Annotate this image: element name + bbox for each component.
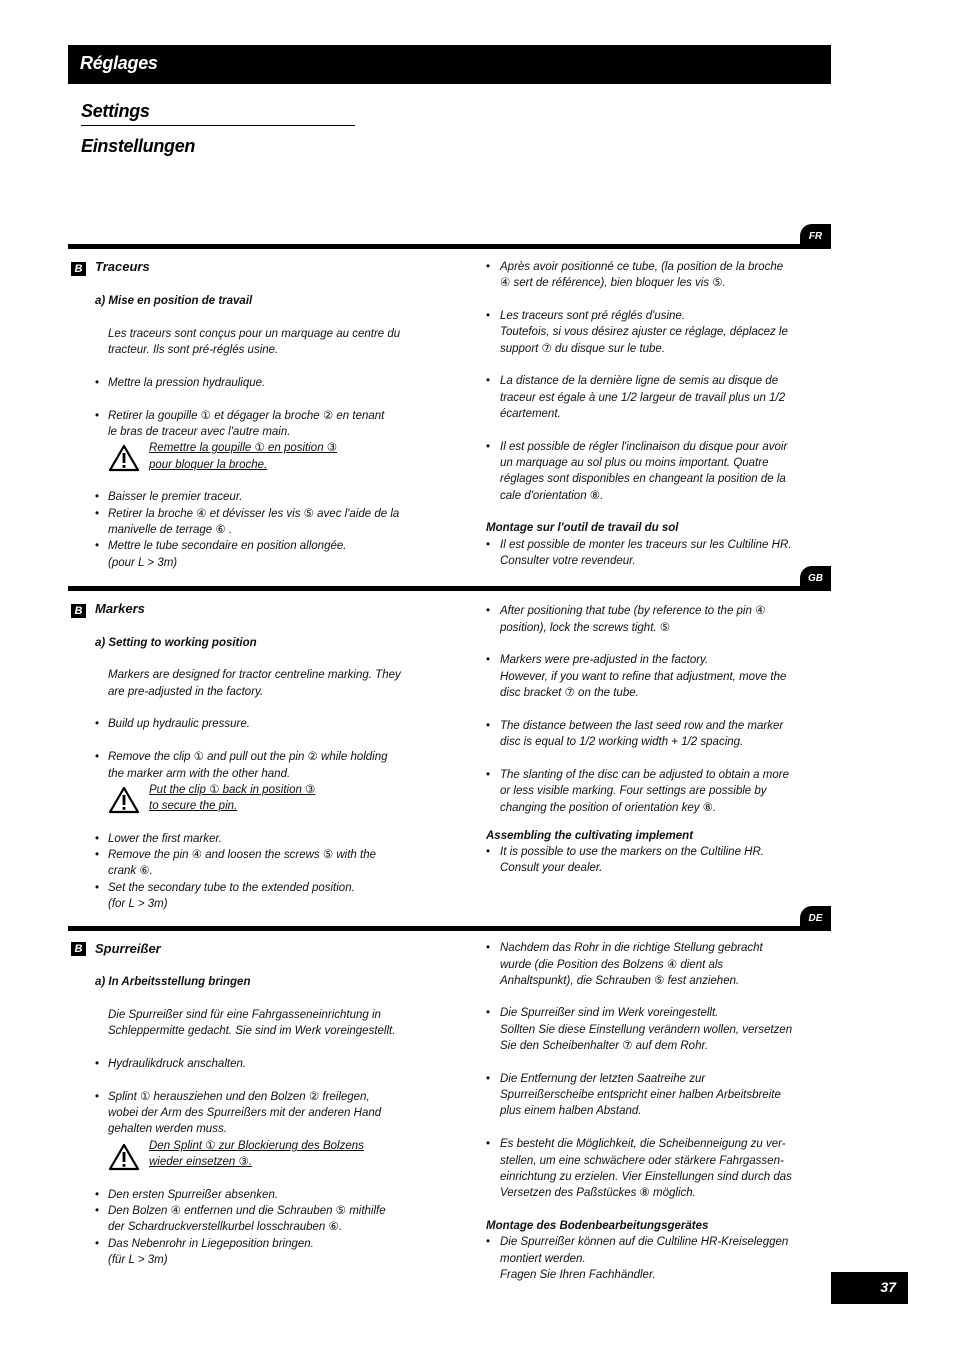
mount-heading: Assembling the cultivating implement [486,830,694,842]
section-rule [68,926,831,931]
bullet-text: However, if you want to refine that adjustment, move the [500,671,787,683]
bullet-text: After positioning that tube (by reference to the pin ④ [500,605,766,617]
bullet-dot: • [95,849,100,861]
language-tab-gb: GB [800,566,831,591]
bullet-text: The slanting of the disc can be adjusted to obtain a more [500,769,789,781]
bullet-dot: • [95,377,100,389]
bullet-dot: • [95,491,100,503]
page-number-box [831,1272,908,1304]
bullet-text: Markers were pre-adjusted in the factory. [500,654,709,666]
bullet-text: wobei der Arm des Spurreißers mit der anderen Hand [108,1107,382,1119]
bullet-text: disc bracket ⑦ on the tube. [500,687,639,699]
bullet-text: Toutefois, si vous désirez ajuster ce réglage, déplacez le [500,326,788,338]
warning-text: Remettre la goupille ① en position ③ [149,442,338,454]
section-rule [68,244,831,249]
bullet-text: Spurreißerscheibe entspricht einer halben Arbeitsbreite [500,1089,781,1101]
warning-text: Den Splint ① zur Blockierung des Bolzens [149,1140,364,1152]
bullet-text: changing the position of orientation key ⑧. [500,802,717,814]
bullet-dot: • [486,310,491,322]
intro-line: Les traceurs sont conçus pour un marquage au centre du [108,328,401,340]
subtitle-einstellungen: Einstellungen [81,136,196,156]
warning-text: Put the clip ① back in position ③ [149,784,316,796]
bullet-dot: • [486,846,491,858]
bullet-text: Splint ① herausziehen und den Bolzen ② freilegen, [108,1091,370,1103]
bullet-text: support ⑦ du disque sur le tube. [500,343,666,355]
bullet-text: disc is equal to 1/2 working width + 1/2 spacing. [500,736,744,748]
bullet-dot: • [95,751,100,763]
bullet-dot: • [486,605,491,617]
bullet-text: the marker arm with the other hand. [108,768,291,780]
warning-icon [108,786,140,814]
bullet-text: Das Nebenrohr in Liegeposition bringen. [108,1238,314,1250]
bullet-text: Il est possible de régler l'inclinaison du disque pour avoir [500,441,788,453]
bullet-text: crank ⑥. [108,865,153,877]
bullet-text: (pour L > 3m) [108,557,178,569]
bullet-text: Nachdem das Rohr in die richtige Stellung gebracht [500,942,763,954]
bullet-dot: • [95,540,100,552]
bullet-text: un marquage au sol plus ou moins important. Quatre [500,457,769,469]
bullet-dot: • [486,942,491,954]
bullet-text: Es besteht die Möglichkeit, die Scheibenneigung zu ver- [500,1138,786,1150]
bullet-text: Sollten Sie diese Einstellung verändern wollen, versetzen [500,1024,793,1036]
bullet-dot: • [95,410,100,422]
bullet-text: Sie den Scheibenhalter ⑦ auf dem Rohr. [500,1040,709,1052]
warning-text: pour bloquer la broche. [149,459,268,471]
bullet-text: Retirer la goupille ① et dégager la broche ② en tenant [108,410,385,422]
bullet-dot: • [486,654,491,666]
bullet-text: Consulter votre revendeur. [500,555,636,567]
bullet-text: réglages sont disponibles en changeant la position de la [500,473,786,485]
subtitle-settings: Settings [81,101,150,121]
bullet-text: wurde (die Position des Bolzens ④ dient als [500,959,724,971]
bullet-text: Hydraulikdruck anschalten. [108,1058,247,1070]
mount-heading: Montage des Bodenbearbeitungsgerätes [486,1220,709,1232]
bullet-text: écartement. [500,408,561,420]
bullet-text: Remove the pin ④ and loosen the screws ⑤ with the [108,849,377,861]
bullet-dot: • [486,769,491,781]
page-title: Réglages [80,53,158,73]
bullet-text: Baisser le premier traceur. [108,491,243,503]
bullet-text: Mettre le tube secondaire en position allongée. [108,540,347,552]
intro-line: Markers are designed for tractor centreline marking. They [108,669,401,681]
warning-text: wieder einsetzen ③. [149,1156,253,1168]
bullet-text: (for L > 3m) [108,898,168,910]
bullet-text: Lower the first marker. [108,833,222,845]
bullet-text: gehalten werden muss. [108,1123,227,1135]
bullet-text: Die Spurreißer können auf die Cultiline HR-Kreiseleggen [500,1236,789,1248]
bullet-text: Build up hydraulic pressure. [108,718,250,730]
bullet-dot: • [95,1189,100,1201]
bullet-text: plus einem halben Abstand. [500,1105,642,1117]
bullet-dot: • [486,1073,491,1085]
bullet-dot: • [486,720,491,732]
bullet-text: (für L > 3m) [108,1254,168,1266]
header-bar [68,45,831,84]
bullet-text: Mettre la pression hydraulique. [108,377,266,389]
page-number: 37 [880,1279,896,1295]
bullet-text: Den Bolzen ④ entfernen und die Schrauben ⑤ mithilfe [108,1205,386,1217]
bullet-text: Die Spurreißer sind im Werk voreingestellt. [500,1007,719,1019]
bullet-text: It is possible to use the markers on the Cultiline HR. [500,846,764,858]
subheading: a) Setting to working position [95,637,257,649]
bullet-text: stellen, um eine schwächere oder stärkere Fahrgassen- [500,1155,784,1167]
bullet-text: Il est possible de monter les traceurs sur les Cultiline HR. [500,539,792,551]
intro-line: are pre-adjusted in the factory. [108,686,264,698]
bullet-dot: • [95,718,100,730]
bullet-dot: • [95,1091,100,1103]
section-rule [68,586,831,591]
bullet-text: Fragen Sie Ihren Fachhändler. [500,1269,656,1281]
bullet-text: Anhaltspunkt), die Schrauben ⑤ fest anziehen. [500,975,740,987]
bullet-text: der Schardruckverstellkurbel losschrauben ⑥. [108,1221,343,1233]
bullet-text: Après avoir positionné ce tube, (la position de la broche [500,261,784,273]
bullet-dot: • [486,1236,491,1248]
section-heading: Traceurs [95,259,150,274]
bullet-dot: • [95,1058,100,1070]
bullet-text: position), lock the screws tight. ⑤ [500,622,671,634]
section-heading: Markers [95,601,145,616]
bullet-text: La distance de la dernière ligne de semis au disque de [500,375,779,387]
bullet-dot: • [486,375,491,387]
language-tab-fr: FR [800,224,831,249]
subheading: a) Mise en position de travail [95,295,253,307]
subtitle-rule [81,125,355,126]
bullet-text: le bras de traceur avec l'autre main. [108,426,291,438]
bullet-text: traceur est égale à une 1/2 largeur de travail plus un 1/2 [500,392,786,404]
bullet-text: The distance between the last seed row and the marker [500,720,784,732]
bullet-text: manivelle de terrage ⑥ . [108,524,233,536]
bullet-text: ④ sert de référence), bien bloquer les vis ⑤. [500,277,726,289]
bullet-dot: • [486,441,491,453]
warning-icon [108,1143,140,1171]
bullet-text: montiert werden. [500,1253,586,1265]
mount-heading: Montage sur l'outil de travail du sol [486,522,679,534]
bullet-dot: • [486,261,491,273]
bullet-text: Consult your dealer. [500,862,603,874]
section-badge: B [71,262,86,276]
bullet-dot: • [95,508,100,520]
warning-text: to secure the pin. [149,800,238,812]
section-badge: B [71,604,86,618]
bullet-text: Versetzen des Paßstückes ⑧ möglich. [500,1187,696,1199]
bullet-dot: • [486,539,491,551]
bullet-dot: • [95,882,100,894]
bullet-text: Remove the clip ① and pull out the pin ② while holding [108,751,388,763]
subheading: a) In Arbeitsstellung bringen [95,976,251,988]
intro-line: Die Spurreißer sind für eine Fahrgasseneinrichtung in [108,1009,381,1021]
intro-line: Schleppermitte gedacht. Sie sind im Werk voreingestellt. [108,1025,396,1037]
bullet-text: or less visible marking. Four settings are possible by [500,785,767,797]
section-badge: B [71,942,86,956]
bullet-text: cale d'orientation ⑧. [500,490,604,502]
bullet-text: Les traceurs sont pré réglés d'usine. [500,310,686,322]
bullet-text: einrichtung zu erzielen. Vier Einstellungen sind durch das [500,1171,792,1183]
section-heading: Spurreißer [95,941,161,956]
bullet-dot: • [95,1238,100,1250]
language-tab-de: DE [800,906,831,931]
bullet-dot: • [95,833,100,845]
intro-line: tracteur. Ils sont pré-réglés usine. [108,344,279,356]
bullet-text: Retirer la broche ④ et dévisser les vis ⑤ avec l'aide de la [108,508,400,520]
bullet-text: Set the secondary tube to the extended position. [108,882,355,894]
bullet-text: Die Entfernung der letzten Saatreihe zur [500,1073,706,1085]
bullet-dot: • [486,1138,491,1150]
bullet-text: Den ersten Spurreißer absenken. [108,1189,279,1201]
warning-icon [108,444,140,472]
bullet-dot: • [486,1007,491,1019]
bullet-dot: • [95,1205,100,1217]
